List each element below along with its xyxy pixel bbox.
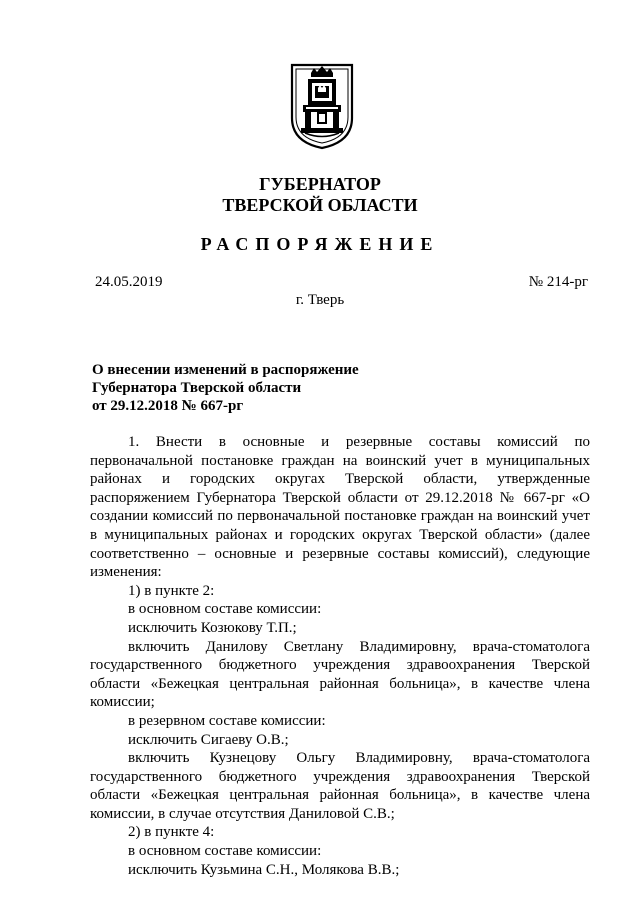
- body-line: исключить Козюкову Т.П.;: [128, 619, 297, 636]
- subject-line: от 29.12.2018 № 667-рг: [92, 398, 244, 414]
- body-paragraph: 1. Внести в основные и резервные составы комиссий по первоначальной постановке граждан на воинский учет в муниципальных районах и городских округах Тверской области, утвержденные распоряжением Губернатора Тверской области от 29.12.2018 № 667-рг «О создании комиссий по первоначальной постановке граждан на воинский учет в муниципальных районах и городских округах Тверской области» (далее соответственно – основные и резервные составы комиссий), следующие изменения:: [90, 434, 590, 581]
- issuer-title-line2: ТВЕРСКОЙ ОБЛАСТИ: [222, 195, 418, 215]
- body-line: исключить Сигаеву О.В.;: [128, 731, 289, 748]
- document-city: г. Тверь: [295, 292, 345, 308]
- body-paragraph: включить Кузнецову Ольгу Владимировну, врача-стоматолога государственного бюджетного учреждения здравоохранения Тверской области «Бежецкая центральная районная больница», в качестве члена комиссии, в случае отсутствия Даниловой С.В.;: [90, 750, 590, 822]
- body-line: в основном составе комиссии:: [128, 843, 322, 860]
- body-line: 1) в пункте 2:: [128, 582, 215, 599]
- body-line: 2) в пункте 4:: [128, 824, 215, 841]
- issuer-title-line1: ГУБЕРНАТОР: [259, 174, 381, 194]
- document-number: № 214-рг: [528, 274, 588, 290]
- body-line: исключить Кузьмина С.Н., Молякова В.В.;: [128, 861, 400, 878]
- document-date: 24.05.2019: [95, 274, 163, 290]
- document-type: РАСПОРЯЖЕНИЕ: [200, 234, 440, 254]
- document-body: [90, 433, 590, 879]
- body-line: в резервном составе комиссии:: [128, 712, 326, 729]
- subject-line: Губернатора Тверской области: [92, 380, 302, 396]
- body-line: в основном составе комиссии:: [128, 601, 322, 618]
- document-subject: [92, 361, 359, 415]
- tver-coat-of-arms-icon: [289, 62, 355, 150]
- subject-line: О внесении изменений в распоряжение: [92, 362, 359, 378]
- body-paragraph: включить Данилову Светлану Владимировну, врача-стоматолога государственного бюджетного учреждения здравоохранения Тверской области «Бежецкая центральная районная больница», в качестве члена комиссии;: [90, 638, 590, 711]
